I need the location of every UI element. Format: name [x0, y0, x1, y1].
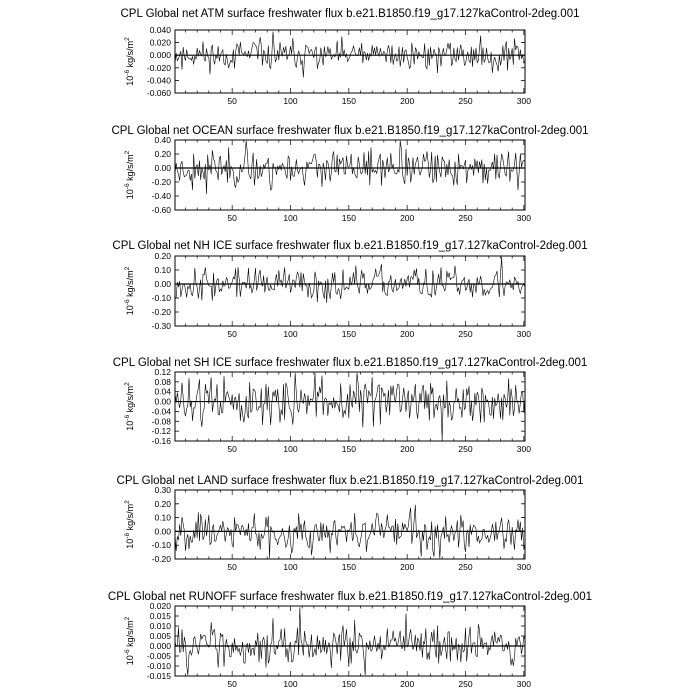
- x-tick-label: 200: [400, 562, 415, 572]
- y-tick-label: -0.08: [151, 416, 171, 427]
- x-tick-label: 150: [341, 213, 356, 223]
- x-tick-label: 300: [516, 444, 531, 454]
- y-tick-label: 0.00: [154, 526, 171, 537]
- y-tick-label: 0.12: [154, 367, 171, 377]
- y-tick-label: -0.010: [146, 661, 171, 671]
- panel-title: CPL Global net ATM surface freshwater flux b.e21.B1850.f19_g17.127kaControl-2deg.001: [120, 8, 580, 20]
- y-tick-label: -0.10: [151, 540, 171, 551]
- x-tick-label: 50: [227, 562, 237, 572]
- x-tick-label: 100: [283, 213, 298, 223]
- panel-3: [112, 240, 587, 339]
- y-tick-label: 0.04: [154, 386, 171, 397]
- x-tick-label: 200: [400, 679, 415, 689]
- y-tick-label: -0.015: [146, 671, 171, 681]
- panel-title: CPL Global net NH ICE surface freshwater flux b.e21.B1850.f19_g17.127kaControl-2deg.001: [112, 240, 588, 252]
- x-tick-label: 100: [283, 679, 298, 689]
- x-tick-label: 250: [458, 96, 473, 106]
- y-tick-label: 0.40: [154, 135, 171, 145]
- y-tick-label: -0.005: [146, 651, 171, 661]
- y-tick-label: -0.40: [151, 191, 171, 201]
- y-tick-label: 0.000: [149, 50, 171, 61]
- y-axis-label: $10^{-6}$ $kg/s/m^2$: [124, 616, 135, 666]
- series-line-atm: [175, 32, 525, 78]
- y-axis-label: $10^{-6}$ $kg/s/m^2$: [124, 266, 135, 316]
- series-line-sh-ice: [175, 373, 525, 440]
- panel-5: [117, 475, 584, 572]
- x-tick-label: 300: [516, 679, 531, 689]
- panel-title: CPL Global net RUNOFF surface freshwater flux b.e21.B1850.f19_g17.127kaControl-2deg.001: [107, 591, 593, 603]
- panel-title: CPL Global net OCEAN surface freshwater flux b.e21.B1850.f19_g17.127kaControl-2deg.001: [111, 125, 589, 137]
- x-tick-label: 250: [458, 329, 473, 339]
- x-tick-label: 100: [283, 329, 298, 339]
- y-tick-label: 0.005: [149, 631, 171, 641]
- plot-frame: [175, 256, 525, 326]
- x-tick-label: 200: [400, 96, 415, 106]
- y-tick-label: 0.30: [154, 485, 171, 495]
- x-tick-label: 250: [458, 562, 473, 572]
- y-tick-label: 0.20: [154, 498, 171, 509]
- y-tick-label: -0.10: [151, 293, 171, 303]
- y-tick-label: 0.20: [154, 149, 171, 159]
- x-tick-label: 200: [400, 329, 415, 339]
- y-tick-label: 0.000: [149, 641, 171, 651]
- y-tick-label: 0.020: [149, 37, 171, 48]
- x-tick-label: 200: [400, 444, 415, 454]
- y-axis-label: $10^{-6}$ $kg/s/m^2$: [124, 37, 135, 86]
- plot-frame: [175, 372, 525, 441]
- x-tick-label: 50: [227, 213, 237, 223]
- panel-title: CPL Global net SH ICE surface freshwater flux b.e21.B1850.f19_g17.127kaControl-2deg.001: [112, 357, 588, 369]
- x-tick-label: 50: [227, 679, 237, 689]
- x-tick-label: 250: [458, 679, 473, 689]
- y-tick-label: 0.020: [149, 601, 171, 611]
- x-tick-label: 150: [341, 329, 356, 339]
- x-tick-label: 100: [283, 96, 298, 106]
- y-tick-label: 0.10: [154, 512, 171, 523]
- x-tick-label: 300: [516, 213, 531, 223]
- y-tick-label: -0.20: [151, 307, 171, 317]
- y-tick-label: -0.12: [151, 426, 171, 437]
- y-tick-label: 0.015: [149, 611, 171, 621]
- x-tick-label: 50: [227, 96, 237, 106]
- y-tick-label: -0.040: [146, 75, 171, 86]
- y-tick-label: 0.08: [154, 376, 171, 387]
- panel-4: [113, 357, 588, 454]
- x-tick-label: 300: [516, 562, 531, 572]
- series-line-nh-ice: [175, 257, 525, 303]
- y-tick-label: -0.20: [151, 554, 171, 564]
- y-axis-label: $10^{-6}$ $kg/s/m^2$: [124, 382, 135, 431]
- x-tick-label: 50: [227, 444, 237, 454]
- y-tick-label: 0.00: [154, 163, 171, 173]
- y-tick-label: -0.30: [151, 321, 171, 331]
- x-tick-label: 250: [458, 444, 473, 454]
- panel-title: CPL Global net LAND surface freshwater flux b.e21.B1850.f19_g17.127kaControl-2deg.001: [116, 475, 584, 487]
- y-tick-label: -0.20: [151, 177, 171, 187]
- x-tick-label: 150: [341, 444, 356, 454]
- x-tick-label: 250: [458, 213, 473, 223]
- y-tick-label: 0.010: [149, 621, 171, 631]
- y-tick-label: 0.00: [154, 396, 171, 407]
- y-tick-label: 0.00: [154, 279, 171, 289]
- y-tick-label: 0.20: [154, 251, 171, 261]
- y-tick-label: -0.020: [146, 62, 171, 73]
- panel-6: [108, 591, 592, 689]
- x-tick-label: 150: [341, 562, 356, 572]
- plot-frame: [175, 490, 525, 559]
- y-tick-label: -0.060: [146, 88, 171, 98]
- x-tick-label: 300: [516, 329, 531, 339]
- x-tick-label: 100: [283, 444, 298, 454]
- x-tick-label: 200: [400, 213, 415, 223]
- x-tick-label: 150: [341, 679, 356, 689]
- x-tick-label: 150: [341, 96, 356, 106]
- x-tick-label: 300: [516, 96, 531, 106]
- panel-1: [120, 8, 579, 106]
- y-tick-label: 0.040: [149, 25, 171, 35]
- series-line-runoff: [175, 607, 525, 675]
- panel-2: [111, 125, 588, 223]
- x-tick-label: 50: [227, 329, 237, 339]
- y-tick-label: -0.04: [151, 406, 171, 417]
- y-axis-label: $10^{-6}$ $kg/s/m^2$: [124, 500, 135, 549]
- x-tick-label: 100: [283, 562, 298, 572]
- y-tick-label: 0.10: [154, 265, 171, 275]
- y-tick-label: -0.16: [151, 436, 171, 446]
- y-axis-label: $10^{-6}$ $kg/s/m^2$: [124, 150, 135, 200]
- y-tick-label: -0.60: [151, 205, 171, 215]
